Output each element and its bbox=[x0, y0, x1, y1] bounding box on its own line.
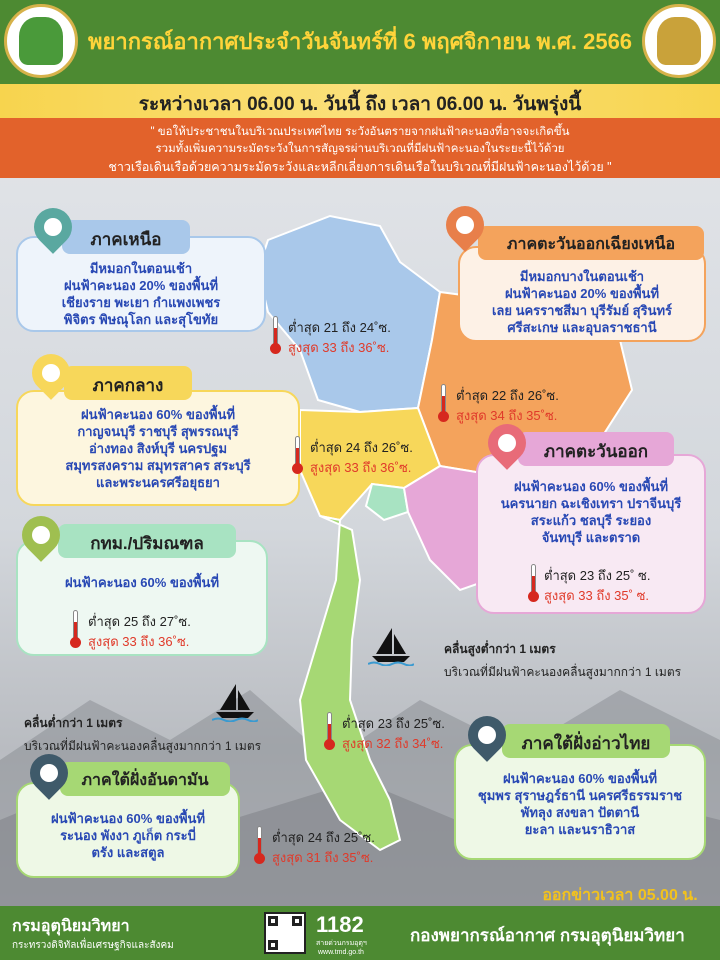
bangkok-low-temp: ต่ำสุด 25 ถึง 27˚ซ. bbox=[88, 614, 191, 629]
issued-time: ออกข่าวเวลา 05.00 น. bbox=[542, 887, 698, 904]
central-region-tab: ภาคกลาง bbox=[64, 366, 192, 400]
north-line-4: พิจิตร พิษณุโลก และสุโขทัย bbox=[63, 312, 219, 327]
gulf-wave-desc: บริเวณที่มีฝนฟ้าคะนองคลื่นสูงมากกว่า 1 เมตร bbox=[444, 665, 682, 679]
forecast-period-bar bbox=[0, 84, 720, 118]
region-north-shape bbox=[258, 216, 440, 412]
east-low-temp: ต่ำสุด 23 ถึง 25˚ ซ. bbox=[544, 568, 651, 583]
hotline-number: 1182 bbox=[316, 912, 364, 937]
east-thermometer-icon bbox=[528, 564, 538, 602]
footer-division: กองพยากรณ์อากาศ กรมอุตุนิยมวิทยา bbox=[410, 926, 685, 945]
south-andaman-line-1: ฝนฟ้าคะนอง 60% ของพื้นที่ bbox=[50, 811, 206, 826]
andaman-wave-title: คลื่นต่ำกว่า 1 เมตร bbox=[24, 716, 123, 730]
forecast-period: ระหว่างเวลา 06.00 น. วันนี้ ถึง เวลา 06.00 น. วันพรุ่งนี้ bbox=[138, 94, 582, 115]
northeast-line-2: ฝนฟ้าคะนอง 20% ของพื้นที่ bbox=[504, 286, 660, 301]
south-andaman-region-tab: ภาคใต้ฝั่งอันดามัน bbox=[60, 762, 230, 796]
central-line-1: ฝนฟ้าคะนอง 60% ของพื้นที่ bbox=[80, 407, 236, 422]
central-line-5: และพระนครศรีอยุธยา bbox=[96, 475, 220, 490]
central-thermometer-icon bbox=[292, 436, 302, 474]
east-line-2: นครนายก ฉะเชิงเทรา ปราจีนบุรี bbox=[500, 496, 682, 511]
website-link[interactable]: www.tmd.go.th bbox=[318, 949, 364, 956]
south-andaman-high-temp: สูงสุด 31 ถึง 35˚ซ. bbox=[272, 850, 374, 865]
warning-line-1: " ขอให้ประชาชนในบริเวณประเทศไทย ระวังอันตรายจากฝนฟ้าคะนองที่อาจจะเกิดขึ้น bbox=[150, 126, 570, 138]
central-temperature bbox=[310, 438, 413, 478]
central-line-3: อ่างทอง สิงห์บุรี นครปฐม bbox=[88, 441, 228, 456]
warning-line-2: รวมทั้งเพิ่มความระมัดระวังในการสัญจรผ่านบริเวณที่มีฝนฟ้าคะนองในระยะนี้ไว้ด้วย bbox=[155, 143, 565, 155]
east-temperature bbox=[544, 566, 650, 606]
south-gulf-high-temp: สูงสุด 32 ถึง 34˚ซ. bbox=[342, 736, 444, 751]
south-gulf-line-3: พัทลุง สงขลา ปัตตานี bbox=[520, 805, 640, 820]
south-gulf-line-2: ชุมพร สุราษฎร์ธานี นครศรีธรรมราช bbox=[477, 788, 683, 803]
northeast-high-temp: สูงสุด 34 ถึง 35˚ซ. bbox=[456, 408, 558, 423]
north-temperature bbox=[288, 318, 391, 358]
south-andaman-line-2: ระนอง พังงา ภูเก็ต กระบี่ bbox=[60, 828, 196, 843]
qr-code-icon[interactable] bbox=[264, 912, 306, 954]
meteorological-department-logo bbox=[642, 4, 716, 78]
south-gulf-forecast-card bbox=[454, 744, 706, 860]
footer-bar bbox=[0, 906, 720, 960]
header-bar bbox=[0, 0, 720, 84]
northeast-thermometer-icon bbox=[438, 384, 448, 422]
northeast-forecast-card bbox=[458, 246, 706, 342]
north-line-3: เชียงราย พะเยา กำแพงเพชร bbox=[61, 295, 221, 310]
warning-line-3: ชาวเรือเดินเรือด้วยความระมัดระวังและหลีกเลี่ยงการเดินเรือในบริเวณที่มีฝนฟ้าคะนองไว้ด้วย " bbox=[108, 160, 612, 174]
seal-figure-icon bbox=[19, 17, 63, 65]
warning-banner bbox=[0, 118, 720, 178]
south-andaman-low-temp: ต่ำสุด 24 ถึง 25˚ซ. bbox=[272, 830, 375, 845]
south-andaman-thermometer-icon bbox=[254, 826, 264, 864]
central-high-temp: สูงสุด 33 ถึง 36˚ซ. bbox=[310, 460, 412, 475]
north-line-1: มีหมอกในตอนเช้า bbox=[89, 261, 193, 276]
northeast-temperature bbox=[456, 386, 559, 426]
north-thermometer-icon bbox=[270, 316, 280, 354]
logo-figure-icon bbox=[657, 17, 701, 65]
central-low-temp: ต่ำสุด 24 ถึง 26˚ซ. bbox=[310, 440, 413, 455]
footer-ministry: กระทรวงดิจิทัลเพื่อเศรษฐกิจและสังคม bbox=[12, 940, 174, 951]
northeast-line-3: เลย นครราชสีมา บุรีรัมย์ สุรินทร์ bbox=[491, 303, 673, 318]
bangkok-region-tab: กทม./ปริมณฑล bbox=[58, 524, 236, 558]
bangkok-high-temp: สูงสุด 33 ถึง 36˚ซ. bbox=[88, 634, 190, 649]
south-gulf-region-tab: ภาคใต้ฝั่งอ่าวไทย bbox=[502, 724, 670, 758]
east-region-tab: ภาคตะวันออก bbox=[518, 432, 674, 466]
gulf-wave-info bbox=[444, 640, 681, 682]
south-gulf-thermometer-icon bbox=[324, 712, 334, 750]
south-gulf-temperature bbox=[342, 714, 445, 754]
bangkok-thermometer-icon bbox=[70, 610, 80, 648]
central-forecast-card bbox=[16, 390, 300, 506]
south-andaman-temperature bbox=[272, 828, 375, 868]
gulf-wave-title: คลื่นสูงต่ำกว่า 1 เมตร bbox=[444, 642, 556, 656]
south-gulf-line-1: ฝนฟ้าคะนอง 60% ของพื้นที่ bbox=[502, 771, 658, 786]
east-line-1: ฝนฟ้าคะนอง 60% ของพื้นที่ bbox=[513, 479, 669, 494]
page-title: พยากรณ์อากาศประจำวันจันทร์ที่ 6 พฤศจิกายน พ.ศ. 2566 bbox=[87, 29, 633, 54]
central-line-4: สมุทรสงคราม สมุทรสาคร สระบุรี bbox=[65, 458, 251, 473]
hotline-label: สายด่วนกรมอุตุฯ bbox=[316, 940, 367, 947]
northeast-line-1: มีหมอกบางในตอนเช้า bbox=[519, 269, 645, 284]
bangkok-line-1: ฝนฟ้าคะนอง 60% ของพื้นที่ bbox=[64, 575, 220, 590]
bangkok-temperature bbox=[88, 612, 191, 652]
east-line-3: สระแก้ว ชลบุรี ระยอง bbox=[530, 513, 652, 528]
east-high-temp: สูงสุด 33 ถึง 35˚ ซ. bbox=[544, 588, 650, 603]
south-andaman-line-3: ตรัง และสตูล bbox=[91, 845, 165, 860]
north-low-temp: ต่ำสุด 21 ถึง 24˚ซ. bbox=[288, 320, 391, 335]
northeast-region-tab: ภาคตะวันออกเฉียงเหนือ bbox=[478, 226, 704, 260]
department-seal-left bbox=[4, 4, 78, 78]
south-gulf-low-temp: ต่ำสุด 23 ถึง 25˚ซ. bbox=[342, 716, 445, 731]
andaman-wave-desc: บริเวณที่มีฝนฟ้าคะนองคลื่นสูงมากกว่า 1 เมตร bbox=[24, 739, 262, 753]
gulf-boat-icon bbox=[368, 626, 414, 666]
north-region-tab: ภาคเหนือ bbox=[62, 220, 190, 254]
northeast-low-temp: ต่ำสุด 22 ถึง 26˚ซ. bbox=[456, 388, 559, 403]
footer-department: กรมอุตุนิยมวิทยา bbox=[12, 918, 130, 935]
central-line-2: กาญจนบุรี ราชบุรี สุพรรณบุรี bbox=[77, 424, 239, 439]
north-line-2: ฝนฟ้าคะนอง 20% ของพื้นที่ bbox=[63, 278, 219, 293]
northeast-line-4: ศรีสะเกษ และอุบลราชธานี bbox=[507, 320, 657, 335]
region-bangkok-shape bbox=[366, 484, 408, 520]
andaman-wave-info bbox=[24, 714, 261, 756]
east-line-4: จันทบุรี และตราด bbox=[541, 530, 641, 545]
north-high-temp: สูงสุด 33 ถึง 36˚ซ. bbox=[288, 340, 390, 355]
south-gulf-line-4: ยะลา และนราธิวาส bbox=[524, 822, 636, 837]
